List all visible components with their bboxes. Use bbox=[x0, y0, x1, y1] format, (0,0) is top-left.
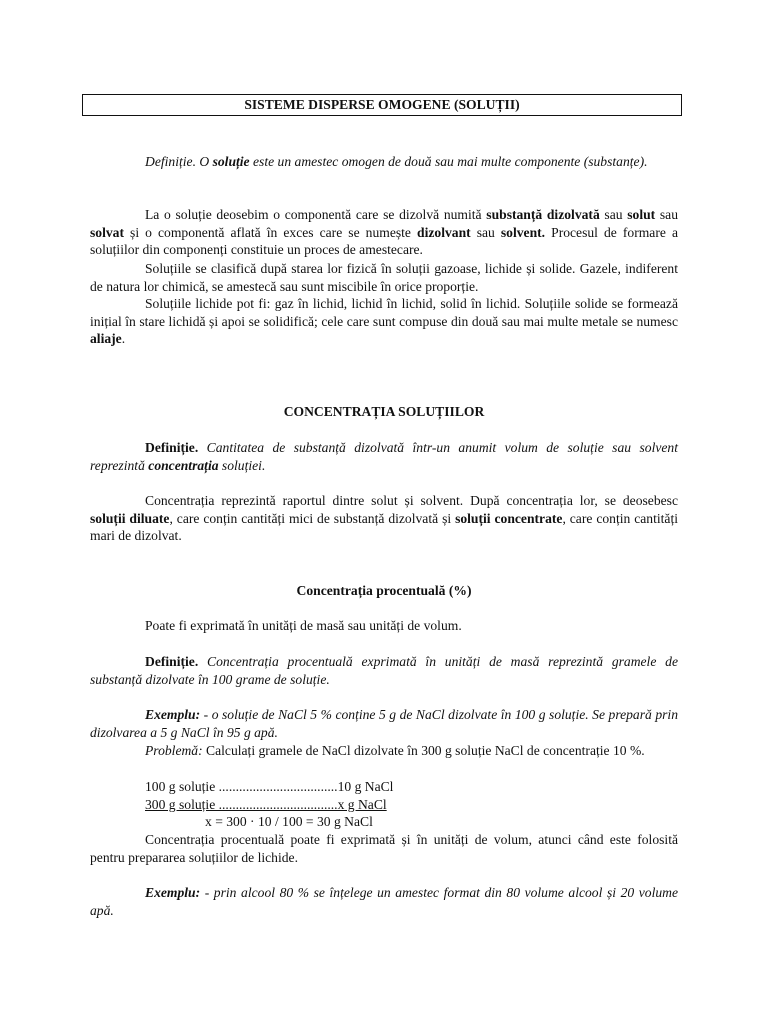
definition-solution: Definiție. O soluție este un amestec omogen de două sau mai multe componente (substanțe). bbox=[145, 154, 648, 169]
paragraph-components: La o soluție deosebim o componentă care se dizolvă numită substanță dizolvată sau solut sau solvat și o componentă aflată în exces care se numește dizolvant sau solvent. Procesul de formare a soluțiilor din componenți constituie un proces de amestecare. bbox=[90, 207, 679, 258]
paragraph-liquid-solutions: Soluțiile lichide pot fi: gaz în lichid, lichid în lichid, solid în lichid. Soluțiile solide se formează inițial în stare lichidă și apoi se solidifică; cele care sunt compuse din două sau mai multe metale se numesc aliaje. bbox=[90, 296, 678, 347]
calc-line-100g: 100 g soluție ...................................10 g NaCl bbox=[145, 779, 394, 794]
calc-line-300g: 300 g soluție ...................................x g NaCl bbox=[145, 797, 387, 812]
definition-concentration: Definiție. Cantitatea de substanță dizolvată într-un anumit volum de soluție sau solvent reprezintă concentrația soluției. bbox=[90, 440, 678, 473]
calc-result: x = 300 · 10 / 100 = 30 g NaCl bbox=[205, 814, 373, 829]
paragraph-classification: Soluțiile se clasifică după starea lor fizică în soluții gazoase, lichide și solide. Gazele, indiferent de natura lor chimică, se amestecă sau sunt miscibile în orice proporție. bbox=[90, 261, 678, 294]
example-alcohol: Exemplu: - prin alcool 80 % se înțelege un amestec format din 80 volume alcool și 20 volume apă. bbox=[90, 885, 678, 918]
document-title: SISTEME DISPERSE OMOGENE (SOLUȚII) bbox=[82, 94, 682, 116]
paragraph-volume-units: Concentrația procentuală poate fi exprimată și în unități de volum, atunci când este folosită pentru prepararea soluțiilor de lichide. bbox=[90, 832, 678, 865]
paragraph-units: Poate fi exprimată în unități de masă sau unități de volum. bbox=[145, 618, 462, 633]
heading-concentration: CONCENTRAȚIA SOLUȚIILOR bbox=[283, 404, 485, 419]
example-nacl: Exemplu: - o soluție de NaCl 5 % conține 5 g de NaCl dizolvate în 100 g soluție. Se prepară prin dizolvarea a 5 g NaCl în 95 g apă. bbox=[90, 707, 678, 740]
heading-percent-concentration: Concentrația procentuală (%) bbox=[296, 583, 472, 598]
paragraph-dilute-concentrated: Concentrația reprezintă raportul dintre solut și solvent. După concentrația lor, se deosebesc soluții diluate, care conțin cantități mici de substanță dizolvată și soluții concentrate, care conțin cantități mari de dizolvat. bbox=[90, 493, 679, 544]
problem-statement: Problemă: Calculați gramele de NaCl dizolvate în 300 g soluție NaCl de concentrație 10 %. bbox=[145, 743, 645, 758]
definition-percent: Definiție. Concentrația procentuală exprimată în unități de masă reprezintă gramele de substanță dizolvate în 100 grame de soluție. bbox=[90, 654, 678, 687]
